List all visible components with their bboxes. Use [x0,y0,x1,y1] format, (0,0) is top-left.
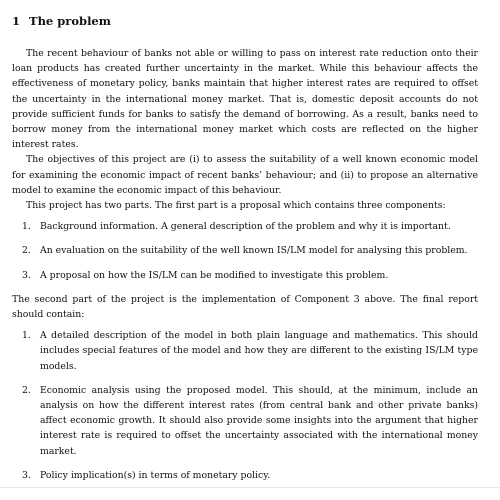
list-item [22,383,478,459]
section-number: 1 [12,14,21,28]
section-title: The problem [29,14,111,28]
list-item [22,328,478,374]
list-item-number: 3. [22,269,31,281]
list-item-number: 1. [22,221,31,233]
list-item [22,219,478,234]
paragraph-background: The recent behaviour of banks not able or willing to pass on interest rate reduction onto their loan products has created further uncertainty in the market. While this behaviour affects the effectiveness of monetary policy, banks maintain that higher interest rates are required to offset the uncertainty in the international money market. That is, domestic deposit accounts do not provide sufficient funds for banks to satisfy the demand of borrowing. As a result, banks need to borrow money from the international money market which costs are reflected on the higher interest rates. [12,48,478,151]
final-report-list [12,328,478,483]
section-heading [12,14,478,28]
list-item-text: A proposal on how the IS/LM can be modified to investigate this problem. [40,269,389,281]
list-item-number: 2. [22,384,31,396]
list-item-text: Economic analysis using the proposed model. This should, at the minimum, include an analysis on how the different interest rates (from central bank and other private banks) affect economic growth. It should also provide some insights into the argument that higher interest rate is required to offset the uncertainty associated with the international money market. [40,384,478,457]
list-item-number: 3. [22,469,31,481]
paragraph-parts-intro: This project has two parts. The first part is a proposal which contains three components: [26,200,446,212]
list-item-text: A detailed description of the model in both plain language and mathematics. This should includes special features of the model and how they are different to the existing IS/LM type models. [40,330,478,372]
page-bottom-divider [0,487,500,488]
list-item [22,268,478,283]
list-item-number: 2. [22,245,31,257]
paragraph-objectives: The objectives of this project are (i) to assess the suitability of a well known economic model for examining the economic impact of recent banks’ behaviour; and (ii) to propose an alternative model to examine the economic impact of this behaviour. [12,154,478,196]
list-item [22,468,478,483]
paragraph-second-part: The second part of the project is the implementation of Component 3 above. The final report should contain: [12,293,478,321]
list-item-text: Policy implication(s) in terms of monetary policy. [40,469,271,481]
list-item [22,243,478,258]
proposal-components-list [12,219,478,283]
list-item-text: Background information. A general description of the problem and why it is important. [40,221,451,233]
list-item-text: An evaluation on the suitability of the well known IS/LM model for analysing this problem. [40,245,468,257]
list-item-number: 1. [22,330,31,342]
